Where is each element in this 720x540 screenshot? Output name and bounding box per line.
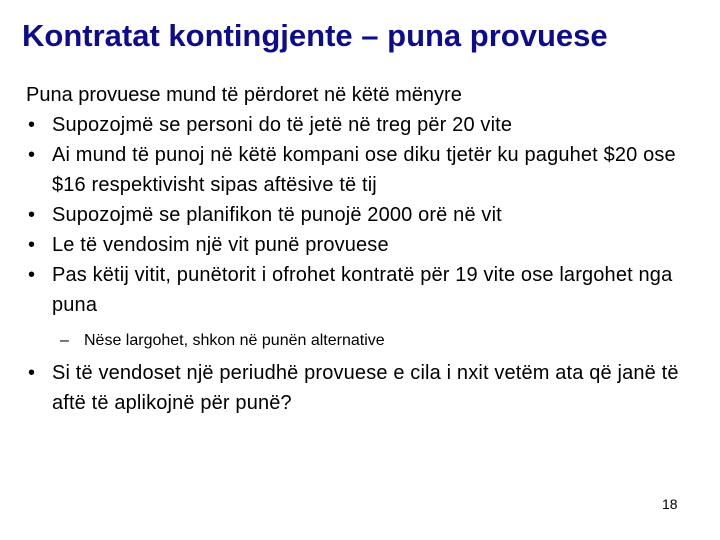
- bullet-item: [26, 358, 706, 418]
- bullet-marker: •: [28, 114, 36, 136]
- bullet-item: [26, 200, 706, 230]
- bullet-list: [26, 110, 706, 320]
- intro-line: Puna provuese mund të përdoret në këtë mënyre: [26, 84, 462, 106]
- bullet-marker: •: [28, 362, 36, 384]
- bullet-item: [26, 230, 706, 260]
- bullet-item: [26, 260, 706, 320]
- bullet-marker: •: [28, 264, 36, 286]
- bullet-marker: •: [28, 234, 36, 256]
- sub-bullet-dash: –: [60, 332, 69, 349]
- bullet-text: Si të vendoset një periudhë provuese e cila i nxit vetëm ata që janë të aftë të aplikojnë për punë?: [52, 362, 679, 414]
- page-number: 18: [662, 496, 678, 512]
- slide-body: [26, 80, 706, 418]
- bullet-text: Ai mund të punoj në këtë kompani ose diku tjetër ku paguhet $20 ose $16 respektivisht sipas aftësive të tij: [52, 144, 676, 196]
- bullet-text: Supozojmë se personi do të jetë në treg për 20 vite: [52, 114, 513, 136]
- bullet-marker: •: [28, 144, 36, 166]
- bullet-item: [26, 110, 706, 140]
- sub-bullet-text: Nëse largohet, shkon në punën alternative: [84, 332, 385, 349]
- slide-title: Kontratat kontingjente – puna provuese: [22, 18, 608, 53]
- bullet-text: Pas këtij vitit, punëtorit i ofrohet kontratë për 19 vite ose largohet nga puna: [52, 264, 673, 316]
- bullet-text: Supozojmë se planifikon të punojë 2000 orë në vit: [52, 204, 502, 226]
- bullet-text: Le të vendosim një vit punë provuese: [52, 234, 389, 256]
- sub-bullet-item: [26, 330, 706, 352]
- bullet-list-continued: [26, 358, 706, 418]
- bullet-item: [26, 140, 706, 200]
- bullet-marker: •: [28, 204, 36, 226]
